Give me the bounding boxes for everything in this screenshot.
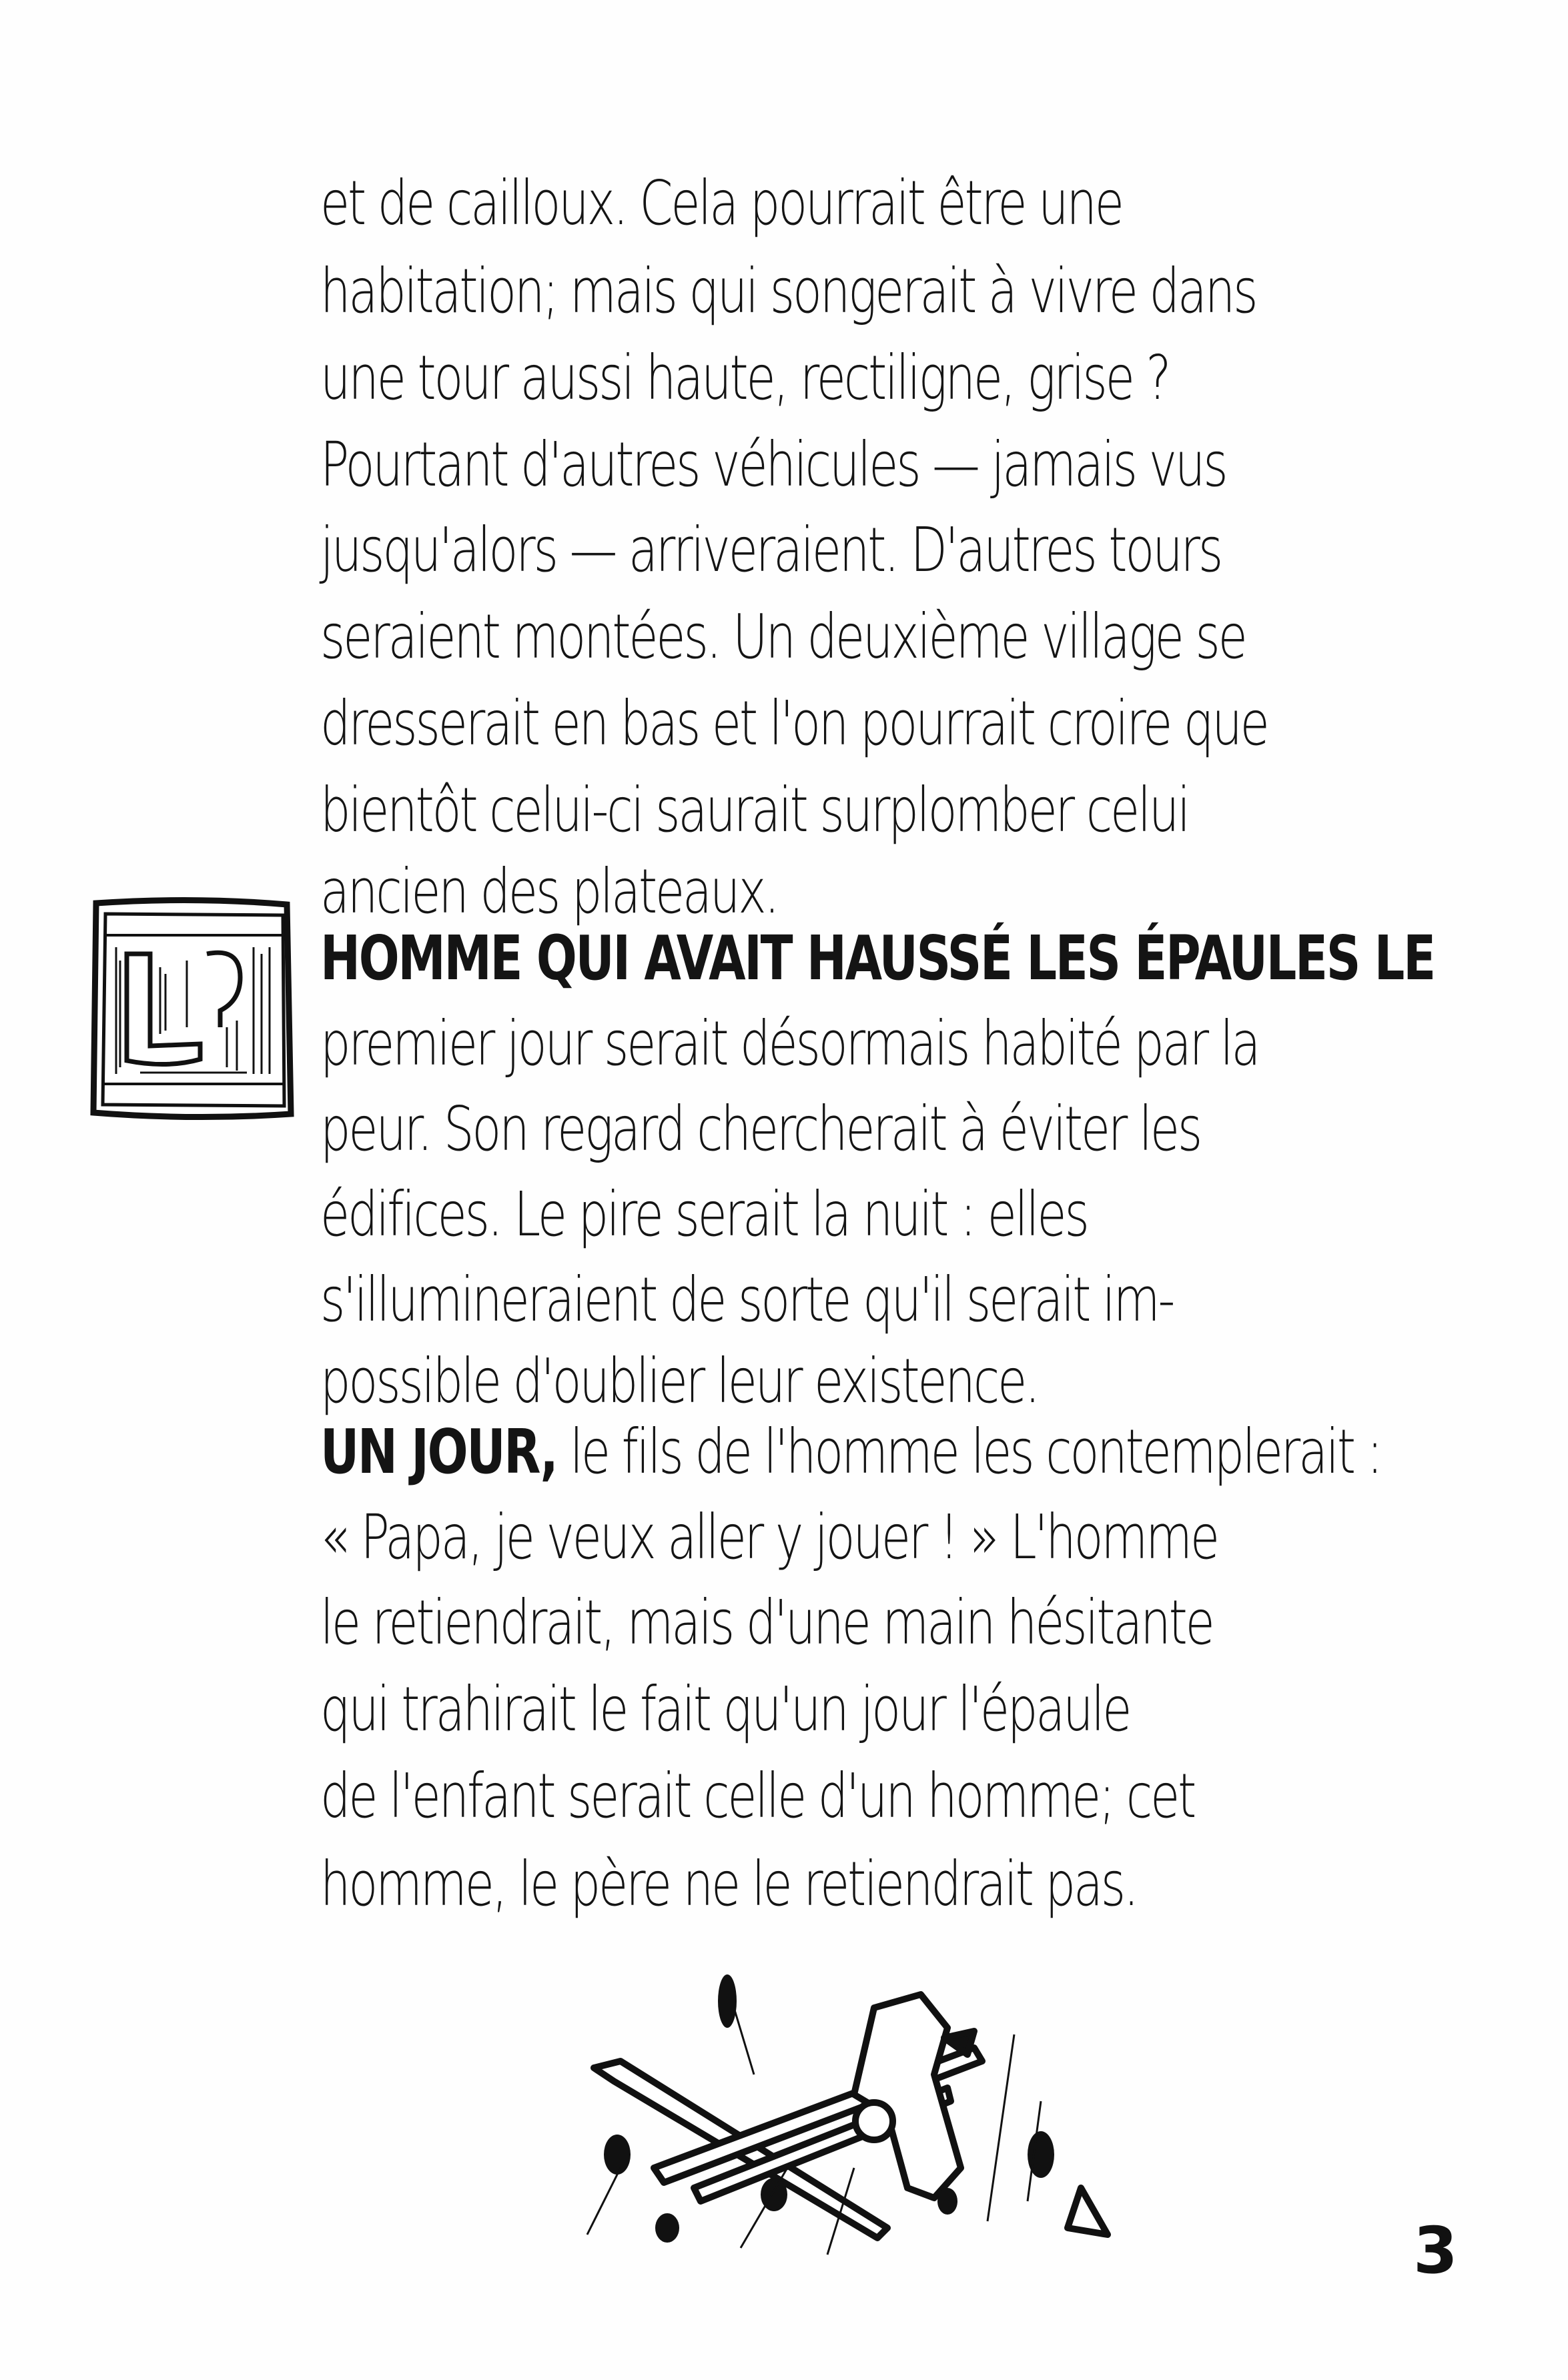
text-line	[320, 1409, 1381, 1496]
text-line: jusqu'alors — arriveraient. D'autres tours	[320, 514, 1222, 586]
text-line: de l'enfant serait celle d'un homme; cet	[320, 1760, 1195, 1832]
text-line: s'illumineraient de sorte qu'il serait im-	[320, 1264, 1174, 1335]
text-line: qui trahirait le fait qu'un jour l'épaule	[320, 1674, 1130, 1745]
text-line: seraient montées. Un deuxième village se	[320, 601, 1246, 672]
text-line: bientôt celui-ci saurait surplomber celui	[320, 774, 1189, 846]
text-line: possible d'oublier leur existence.	[320, 1345, 1038, 1417]
text-line: peur. Son regard chercherait à éviter les	[320, 1093, 1201, 1165]
text-line: ancien des plateaux.	[320, 856, 778, 927]
paragraph-lead-in: HOMME QUI AVAIT HAUSSÉ LES ÉPAULES LE	[320, 923, 1435, 994]
page-number: 3	[1413, 2213, 1458, 2288]
drop-cap-l-icon	[87, 894, 300, 1124]
text-line: et de cailloux. Cela pourrait être une	[320, 167, 1122, 239]
drop-cap-illuminated-letter	[87, 894, 300, 1124]
crossed-revolver-arrows-illustration	[574, 1968, 1174, 2261]
text-line: une tour aussi haute, rectiligne, grise ?	[320, 342, 1170, 414]
text-line: édifices. Le pire serait la nuit : elles	[320, 1179, 1088, 1250]
text-span: le fils de l'homme les contemplerait :	[556, 1416, 1381, 1488]
text-line: dresserait en bas et l'on pourrait croire que	[320, 688, 1268, 759]
text-line: homme, le père ne le retiendrait pas.	[320, 1848, 1137, 1920]
text-line: le retiendrait, mais d'une main hésitante	[320, 1587, 1213, 1658]
text-line: premier jour serait désormais habité par la	[320, 1008, 1259, 1079]
text-line: habitation; mais qui songerait à vivre dans	[320, 255, 1256, 327]
paragraph-lead-in: UN JOUR,	[320, 1416, 557, 1488]
revolver-arrows-icon	[574, 1968, 1174, 2261]
text-line: « Papa, je veux aller y jouer ! » L'homme	[320, 1502, 1218, 1573]
text-line: Pourtant d'autres véhicules — jamais vus	[320, 429, 1226, 500]
